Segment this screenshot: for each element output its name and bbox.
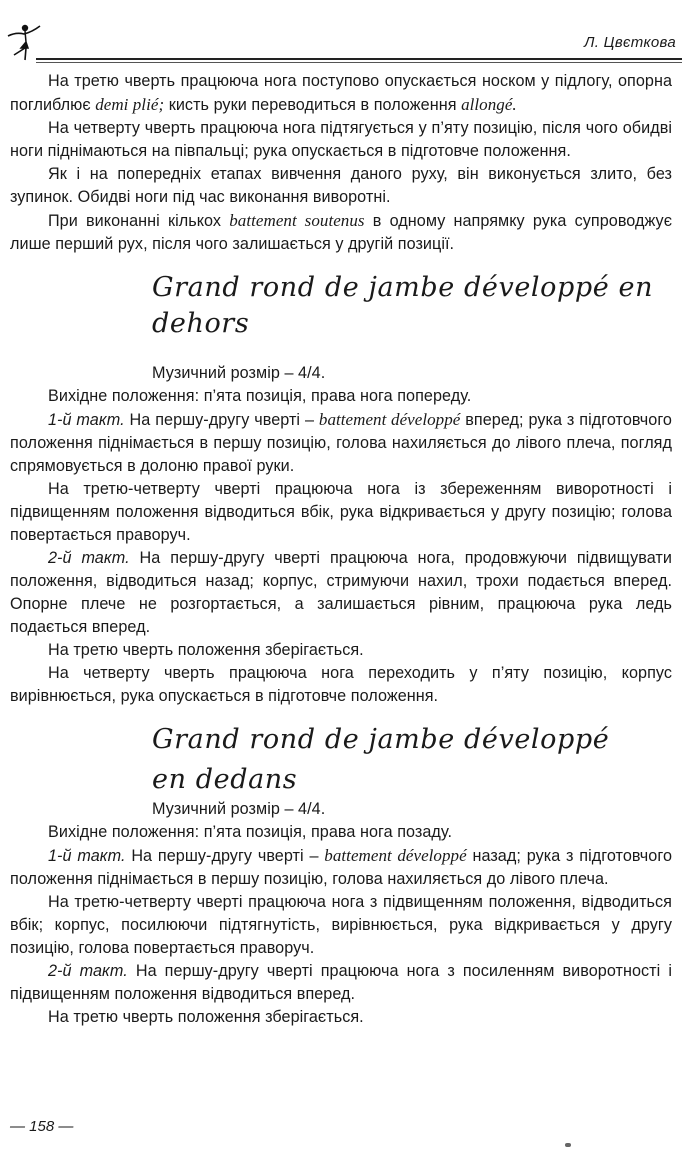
- section-title-line: Grand rond de jambe développé en: [152, 272, 654, 303]
- ballet-term: battement développé: [324, 846, 467, 865]
- text-run: в одному напрямку рука супроводжує лише перший рух, після чого залишається у другій позиції.: [10, 212, 672, 253]
- text-run: На четверту чверть працююча нога підтягується у п’яту позицію, після чого обидві ноги піднімаються на півпальці; рука опускається в підготовче положення.: [10, 119, 672, 160]
- bar-label: 2-й такт.: [48, 962, 128, 980]
- ballet-term: allongé.: [461, 95, 517, 114]
- ballet-term: battement soutenus: [229, 211, 365, 230]
- bar-label: 1-й такт.: [48, 411, 125, 429]
- paragraph: [10, 70, 672, 117]
- paragraph: [10, 209, 672, 256]
- section-title-dehors: [10, 270, 672, 342]
- text-run: Вихідне положення: п’ята позиція, права нога позаду.: [48, 823, 452, 841]
- running-head-author: Л. Цвєткова: [584, 34, 676, 51]
- section-title-line: dehors: [152, 308, 250, 339]
- music-size: Музичний розмір – 4/4.: [152, 800, 326, 818]
- text-run: На третю чверть положення зберігається.: [48, 1008, 364, 1026]
- header-rule: [36, 58, 682, 60]
- text-run: На першу-другу чверті працююча нога, продовжуючи підвищувати положення, відводиться назад; корпус, стримуючи нахил, трохи подається вперед. Опорне плече не розгортається, а залишається рівним, працююча рука ледь подається вперед.: [10, 549, 672, 636]
- paragraph: [10, 960, 672, 1006]
- print-speck: [565, 1143, 571, 1147]
- ballet-term: battement développé: [318, 410, 461, 429]
- text-run: На першу-другу чверті –: [125, 847, 325, 865]
- paragraph: [10, 478, 672, 547]
- text-run: На третю-четверту чверті працююча нога з підвищенням положення, відводиться вбік; корпус, посилюючи підтягнутість, вирівнюється, рука відкривається у другу позицію, голова повертається праворуч.: [10, 893, 672, 957]
- bar-label: 1-й такт.: [48, 847, 126, 865]
- music-size: Музичний розмір – 4/4.: [152, 364, 326, 382]
- text-run: Як і на попередніх етапах вивчення даного руху, він виконується злито, без зупинок. Обидві ноги під час виконання виворотні.: [10, 165, 672, 206]
- page-content: [10, 70, 672, 1029]
- section-body-dedans: [10, 821, 672, 1029]
- paragraph: [10, 821, 672, 844]
- text-run: вперед; рука з підготовчого положення піднімається в першу позицію, голова нахиляється до лівого плеча, погляд спрямовується в долоню правої руки.: [10, 411, 672, 475]
- paragraph: [10, 891, 672, 960]
- text-run: Вихідне положення: п’ята позиція, права нога попереду.: [48, 387, 472, 405]
- paragraph: [10, 844, 672, 891]
- page-header: [0, 18, 686, 62]
- text-run: На першу-другу чверті –: [124, 411, 319, 429]
- text-run: При виконанні кількох: [48, 212, 230, 230]
- section-title-dedans: [10, 722, 672, 798]
- paragraph: [10, 385, 672, 408]
- paragraph: [10, 662, 672, 708]
- text-run: На третю чверть працююча нога поступово опускається носком у підлогу, опорна поглиблює: [10, 72, 672, 114]
- text-run: На третю чверть положення зберігається.: [48, 641, 364, 659]
- paragraph: [10, 163, 672, 209]
- paragraph: [10, 1006, 672, 1029]
- bar-label: 2-й такт.: [48, 549, 130, 567]
- ballet-term: demi plié;: [95, 95, 165, 114]
- text-run: На четверту чверть працююча нога переходить у п’яту позицію, корпус вирівнюється, рука опускається в підготовче положення.: [10, 664, 672, 705]
- text-run: назад; рука з підготовчого положення піднімається в першу позицію, голова нахиляється до лівого плеча.: [10, 847, 672, 888]
- text-run: На третю-четверту чверті працююча нога із збереженням виворотності і підвищенням положення відводиться вбік, рука відкривається у другу позицію; голова повертається праворуч.: [10, 480, 672, 544]
- ballerina-icon: [6, 22, 42, 62]
- section-body-dehors: [10, 385, 672, 708]
- paragraph: [10, 117, 672, 163]
- section-title-line: en dedans: [152, 764, 298, 795]
- paragraph: [10, 639, 672, 662]
- header-rule-thin: [36, 62, 682, 63]
- intro-text: [10, 70, 672, 256]
- page-number: — 158 —: [10, 1118, 74, 1135]
- paragraph: [10, 547, 672, 639]
- paragraph: [10, 408, 672, 478]
- text-run: кисть руки переводиться в положення: [164, 96, 462, 114]
- text-run: На першу-другу чверті працююча нога з посиленням виворотності і підвищенням положення відводиться вперед.: [10, 962, 672, 1003]
- section-title-line: Grand rond de jambe développé: [152, 724, 610, 755]
